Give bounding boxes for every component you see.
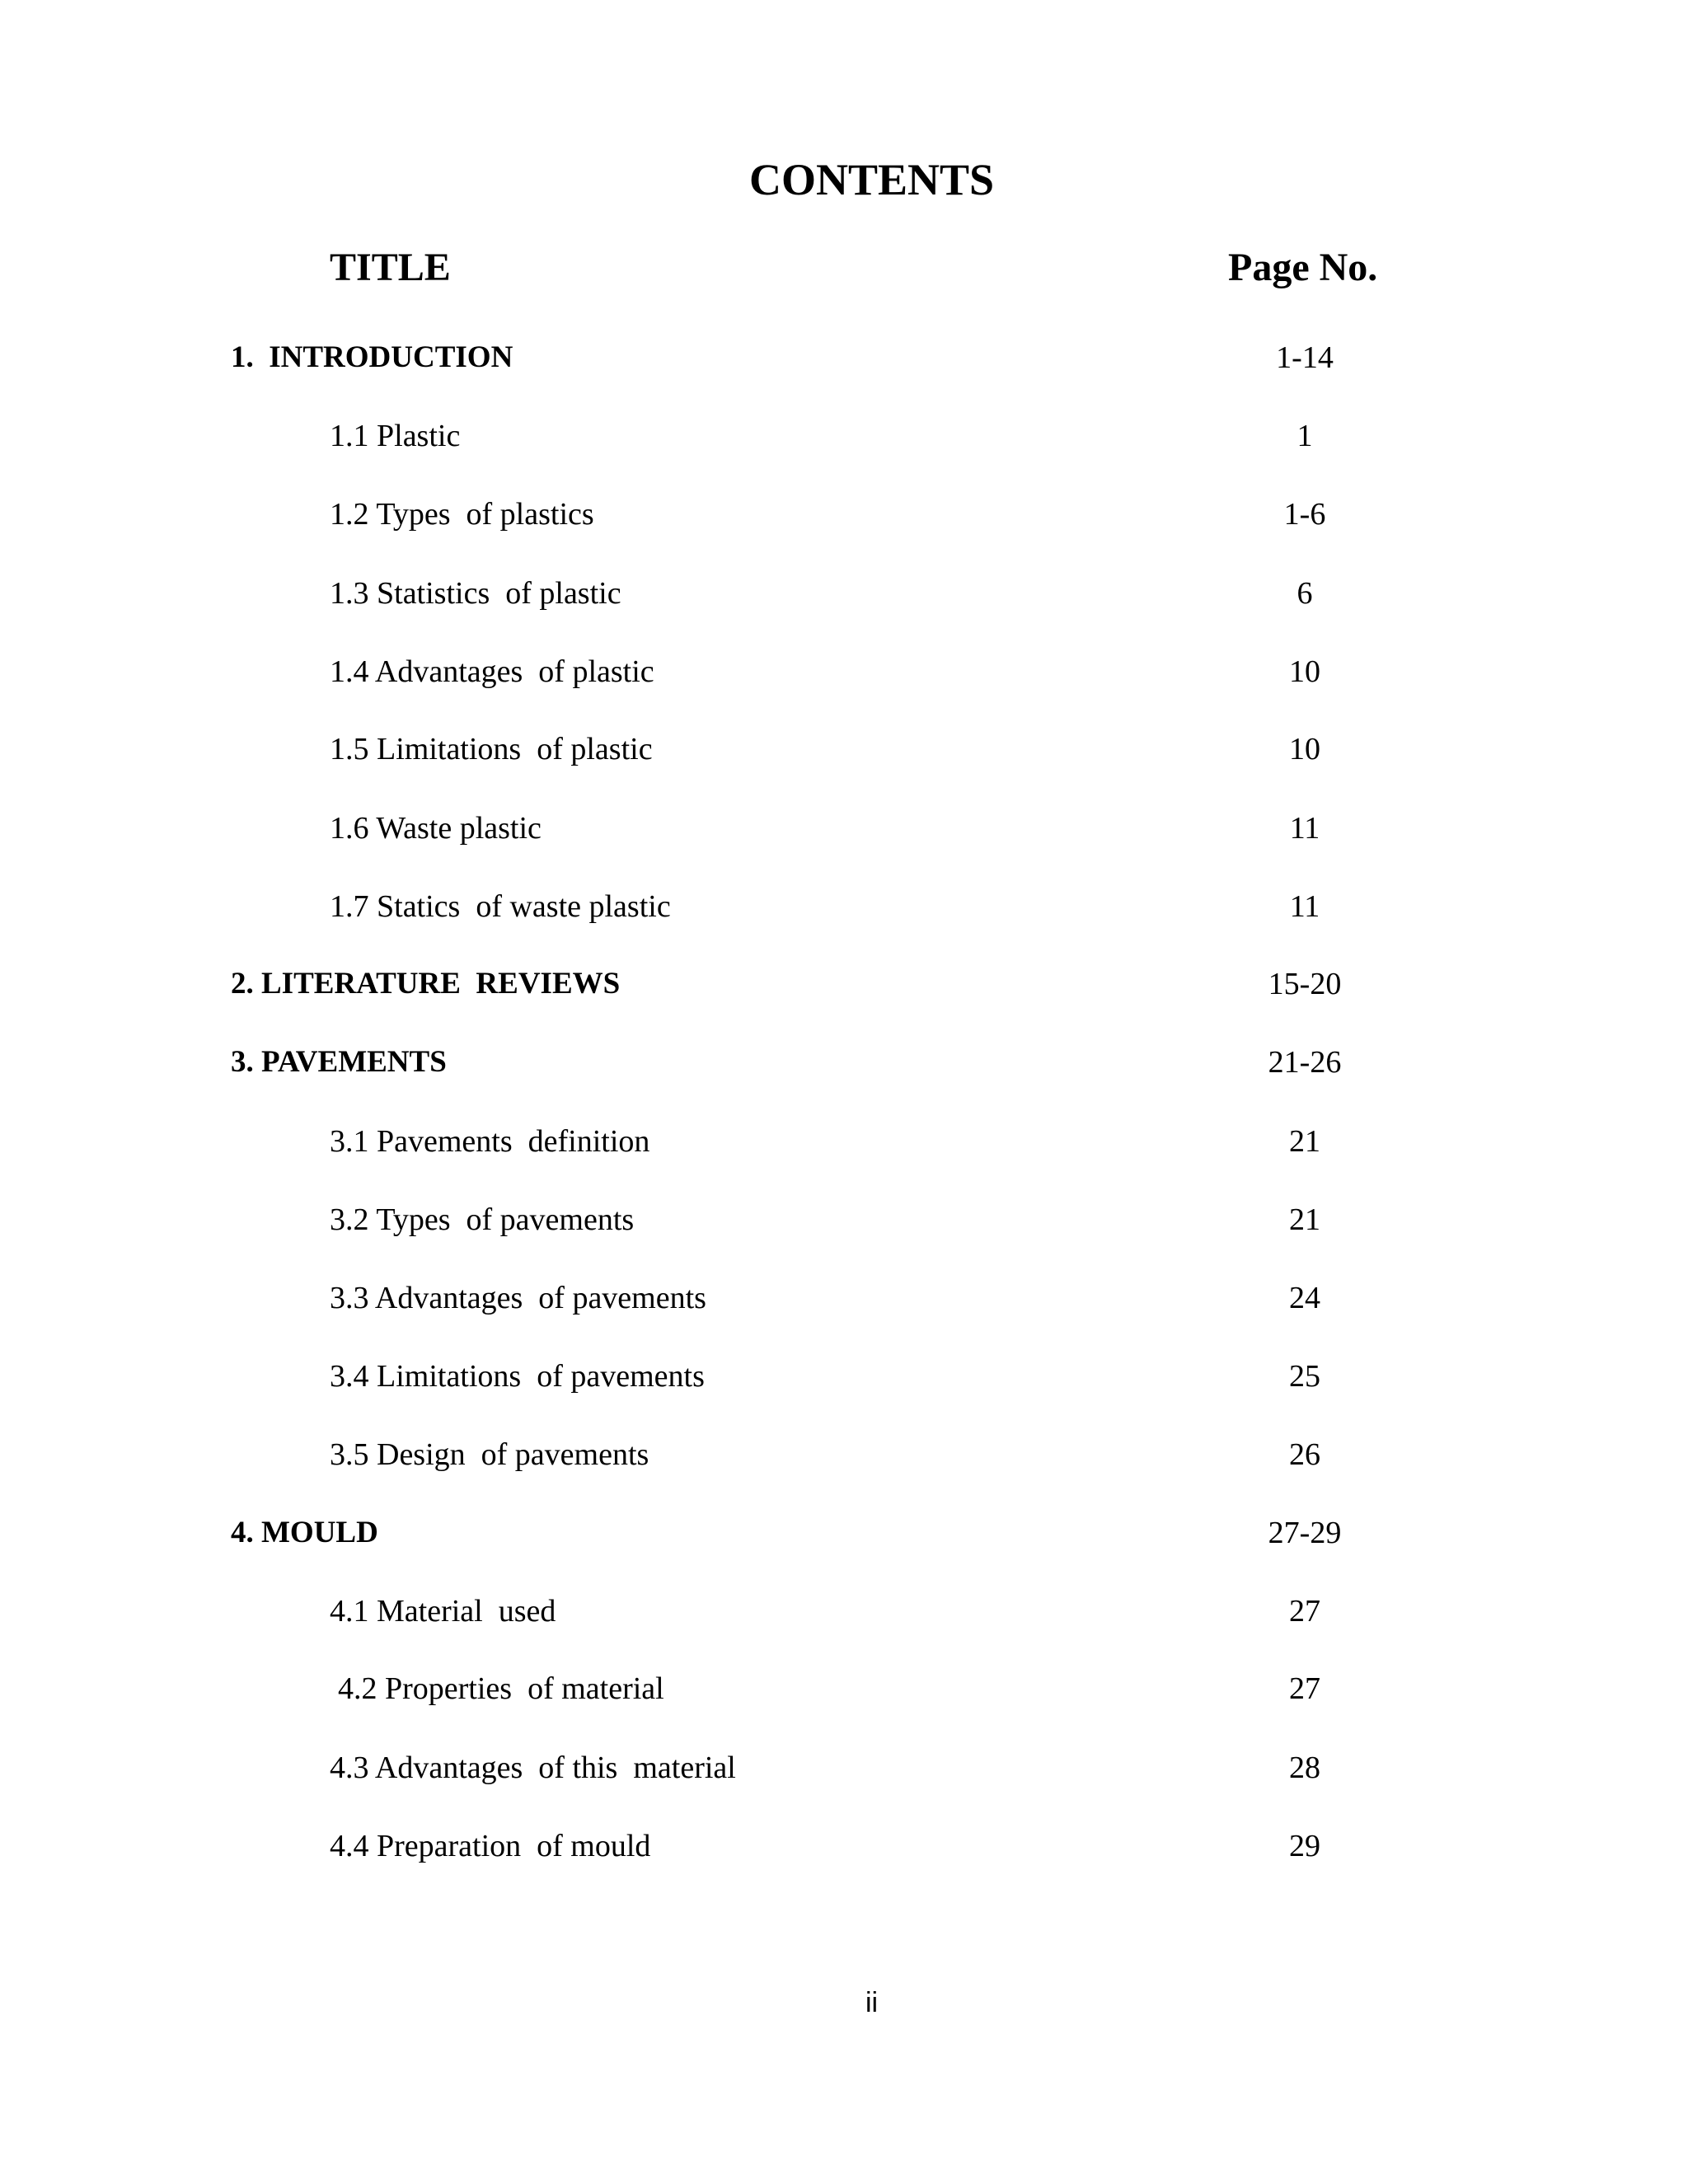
toc-entry-page: 1 — [1296, 419, 1313, 453]
toc-entry-1-2 — [0, 490, 1688, 539]
toc-entry-label: 2. LITERATURE REVIEWS — [231, 967, 621, 1001]
toc-entry-section-2 — [0, 959, 1688, 1009]
toc-entry-1-4 — [0, 647, 1688, 696]
toc-entry-section-4 — [0, 1508, 1688, 1558]
toc-entry-label: 3.1 Pavements definition — [330, 1124, 650, 1159]
toc-entry-label: 4. MOULD — [231, 1516, 378, 1549]
toc-entry-label: 4.2 Properties of material — [338, 1671, 664, 1706]
toc-entry-3-3 — [0, 1273, 1688, 1323]
toc-entry-3-1 — [0, 1117, 1688, 1166]
toc-entry-page: 27 — [1289, 1594, 1320, 1629]
toc-entry-page: 10 — [1289, 732, 1320, 766]
toc-entry-label: 3.5 Design of pavements — [330, 1437, 649, 1472]
toc-entry-page: 21 — [1289, 1124, 1320, 1159]
toc-entry-page: 6 — [1296, 576, 1313, 611]
toc-entry-page: 25 — [1289, 1359, 1320, 1394]
page-title: CONTENTS — [748, 155, 995, 204]
toc-entry-1-6 — [0, 804, 1688, 853]
toc-entry-1-1 — [0, 411, 1688, 461]
toc-entry-label: 3.2 Types of pavements — [330, 1202, 635, 1237]
toc-entry-section-3 — [0, 1038, 1688, 1087]
toc-entry-page: 29 — [1289, 1829, 1320, 1863]
toc-entry-page: 26 — [1289, 1437, 1320, 1472]
toc-entry-1-5 — [0, 724, 1688, 774]
toc-entry-label: 1.3 Statistics of plastic — [330, 576, 621, 611]
toc-entry-4-1 — [0, 1586, 1688, 1636]
toc-entry-label: 1.4 Advantages of plastic — [330, 654, 654, 689]
toc-entry-label: 4.3 Advantages of this material — [330, 1750, 736, 1785]
toc-entry-page: 11 — [1289, 811, 1320, 846]
toc-entry-1-7 — [0, 882, 1688, 931]
toc-entry-3-4 — [0, 1352, 1688, 1401]
toc-entry-page: 24 — [1289, 1281, 1320, 1315]
toc-entry-3-5 — [0, 1430, 1688, 1479]
toc-entry-label: 4.1 Material used — [330, 1594, 556, 1629]
toc-entry-label: 3.4 Limitations of pavements — [330, 1359, 705, 1394]
toc-entry-page: 11 — [1289, 889, 1320, 924]
toc-entry-page: 1-6 — [1283, 497, 1326, 532]
toc-entry-page: 1-14 — [1276, 340, 1334, 375]
toc-entry-1-3 — [0, 569, 1688, 618]
toc-entry-label: 1. INTRODUCTION — [231, 340, 513, 374]
toc-entry-label: 3. PAVEMENTS — [231, 1045, 447, 1079]
toc-entry-page: 27-29 — [1268, 1516, 1342, 1550]
toc-entry-page: 15-20 — [1268, 967, 1342, 1001]
toc-entry-4-2 — [0, 1664, 1688, 1713]
toc-entry-4-4 — [0, 1821, 1688, 1871]
toc-entry-page: 21-26 — [1268, 1045, 1342, 1080]
toc-entry-page: 27 — [1289, 1671, 1320, 1706]
column-header-title: TITLE — [330, 246, 451, 289]
toc-entry-label: 1.2 Types of plastics — [330, 497, 594, 532]
toc-entry-page: 21 — [1289, 1202, 1320, 1237]
toc-entry-section-1 — [0, 333, 1688, 382]
toc-entry-4-3 — [0, 1743, 1688, 1793]
toc-entry-label: 1.7 Statics of waste plastic — [330, 889, 671, 924]
toc-entry-label: 1.1 Plastic — [330, 419, 461, 453]
toc-entry-label: 1.6 Waste plastic — [330, 811, 542, 846]
toc-entry-label: 4.4 Preparation of mould — [330, 1829, 651, 1863]
toc-entry-label: 3.3 Advantages of pavements — [330, 1281, 706, 1315]
toc-entry-3-2 — [0, 1195, 1688, 1244]
footer-page-number: ii — [865, 1987, 879, 2018]
toc-entry-page: 28 — [1289, 1750, 1320, 1785]
toc-entry-label: 1.5 Limitations of plastic — [330, 732, 653, 766]
column-header-page-no: Page No. — [1228, 246, 1378, 289]
toc-entry-page: 10 — [1289, 654, 1320, 689]
